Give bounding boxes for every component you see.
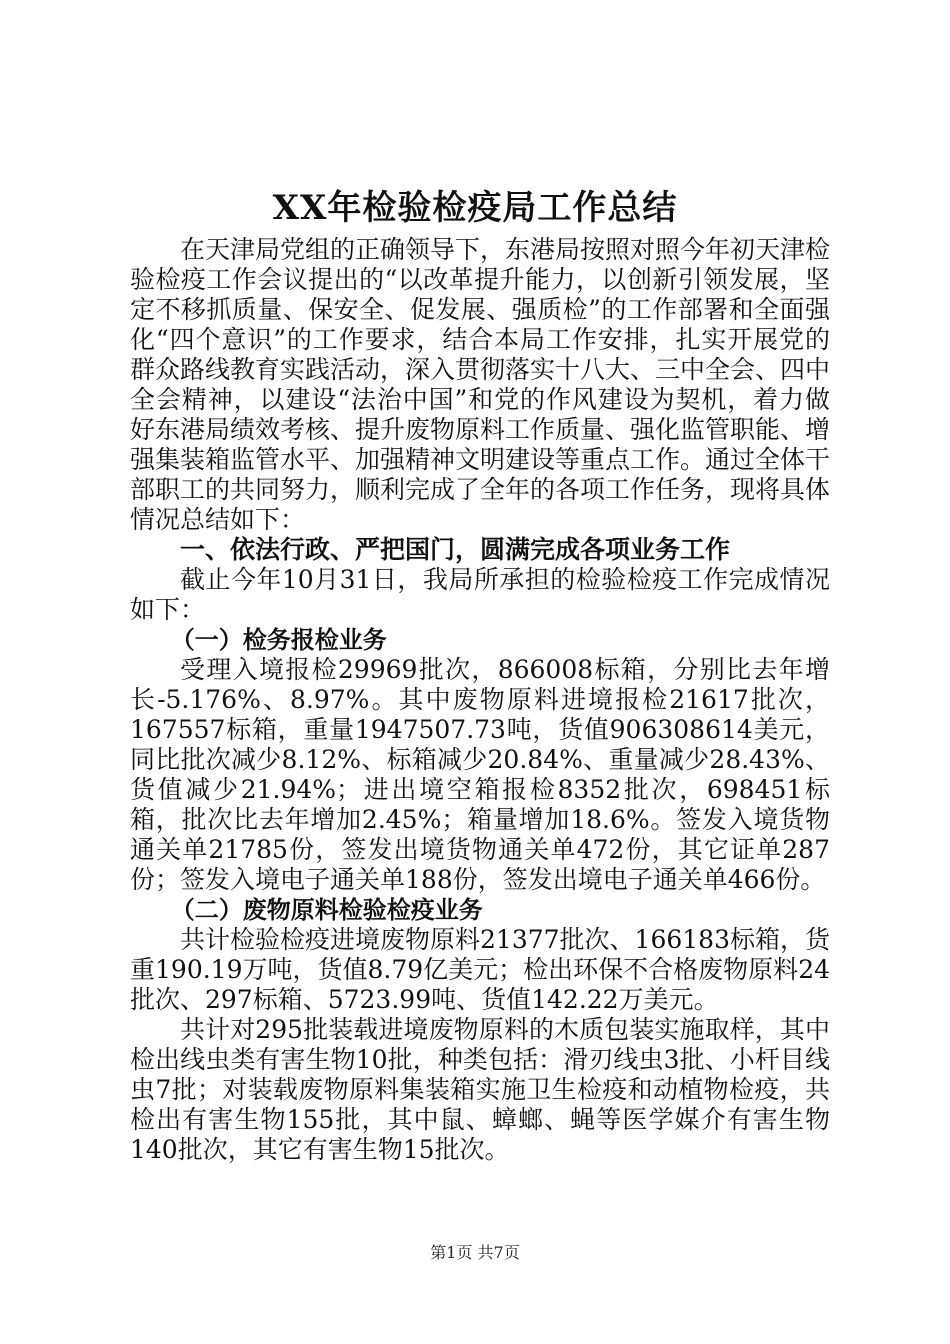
document-title: XX年检验检疫局工作总结 — [272, 188, 678, 228]
document-body — [130, 235, 830, 1165]
inspection-paragraph: 受理入境报检29969批次，866008标箱，分别比去年增长-5.176%、8.97%。其中废物原料进境报检21617批次，167557标箱，重量1947507.73吨，货值906308614美元，同比批次减少8.12%、标箱减少20.84%、重量减少28.43%、货值减少21.94%；进出境空箱报检8352批次，698451标箱，批次比去年增加2.45%；箱量增加18.6%。签发入境货物通关单21785份，签发出境货物通关单472份，其它证单287份；签发入境电子通关单188份，签发出境电子通关单466份。 — [130, 655, 830, 894]
section-intro-paragraph: 截止今年10月31日，我局所承担的检验检疫工作完成情况如下： — [130, 565, 830, 624]
subsection-heading-waste: （二）废物原料检验检疫业务 — [170, 896, 483, 924]
waste-paragraph-1: 共计检验检疫进境废物原料21377批次、166183标箱，货重190.19万吨，货值8.79亿美元；检出环保不合格废物原料24批次、297标箱、5723.99吨、货值142.22万美元。 — [130, 925, 830, 1014]
subsection-heading-inspection: （一）检务报检业务 — [170, 626, 387, 654]
page-footer: 第1页 共7页 — [430, 1243, 520, 1262]
waste-paragraph-2: 共计对295批装载进境废物原料的木质包装实施取样，其中检出线虫类有害生物10批，种类包括：滑刃线虫3批、小杆目线虫7批；对装载废物原料集装箱实施卫生检疫和动植物检疫，共检出有害生物155批，其中鼠、蟑螂、蝇等医学媒介有害生物140批次，其它有害生物15批次。 — [130, 1015, 830, 1164]
intro-paragraph: 在天津局党组的正确领导下，东港局按照对照今年初天津检验检疫工作会议提出的“以改革提升能力，以创新引领发展，坚定不移抓质量、保安全、促发展、强质检”的工作部署和全面强化“四个意识”的工作要求，结合本局工作安排，扎实开展党的群众路线教育实践活动，深入贯彻落实十八大、三中全会、四中全会精神，以建设“法治中国”和党的作风建设为契机，着力做好东港局绩效考核、提升废物原料工作质量、强化监管职能、增强集装箱监管水平、加强精神文明建设等重点工作。通过全体干部职工的共同努力，顺利完成了全年的各项工作任务，现将具体情况总结如下： — [130, 235, 831, 534]
section-heading: 一、依法行政、严把国门，圆满完成各项业务工作 — [180, 535, 731, 564]
